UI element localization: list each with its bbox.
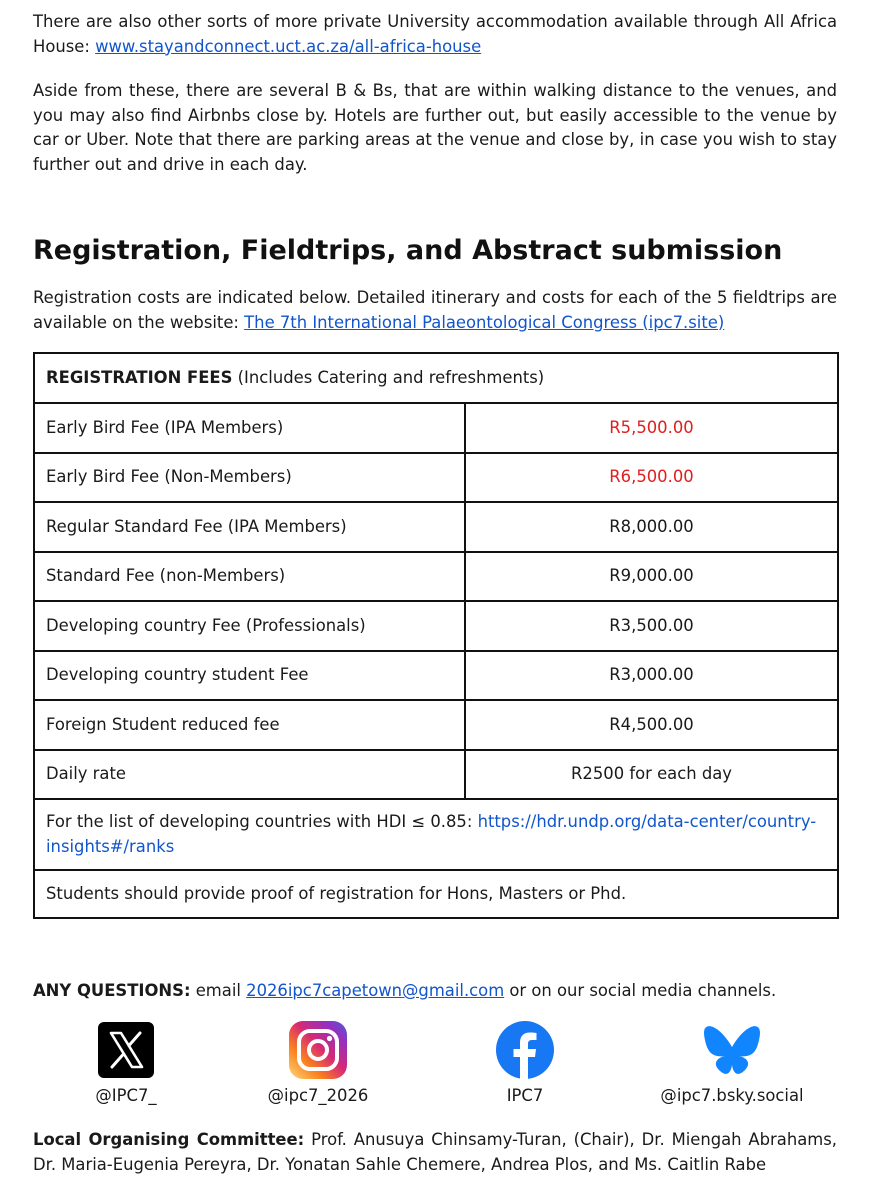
fee-label: Early Bird Fee (IPA Members) [34, 403, 465, 453]
social-handle: IPC7 [506, 1086, 544, 1105]
instagram-logo-icon[interactable] [288, 1020, 348, 1080]
fee-value: R3,000.00 [465, 651, 838, 701]
fee-row [34, 750, 838, 800]
fee-value: R4,500.00 [465, 700, 838, 750]
fee-label: Developing country Fee (Professionals) [34, 601, 465, 651]
fee-label: Foreign Student reduced fee [34, 700, 465, 750]
fee-value: R5,500.00 [465, 403, 838, 453]
fee-row [34, 700, 838, 750]
fee-row [34, 403, 838, 453]
social-x[interactable] [46, 1020, 206, 1109]
fee-row [34, 552, 838, 602]
students-note: Students should provide proof of registration for Hons, Masters or Phd. [34, 870, 838, 918]
social-media-row [33, 1020, 837, 1110]
hdi-note-cell [34, 799, 838, 870]
hdi-note-row [34, 799, 838, 870]
all-africa-house-link[interactable]: www.stayandconnect.uct.ac.za/all-africa-house [95, 36, 482, 56]
x-logo-icon[interactable] [96, 1020, 156, 1080]
social-handle: @ipc7.bsky.social [660, 1086, 804, 1105]
social-instagram[interactable] [238, 1020, 398, 1109]
fees-table-title: REGISTRATION FEES [46, 367, 233, 387]
facebook-logo-icon[interactable] [495, 1020, 555, 1080]
fee-value: R3,500.00 [465, 601, 838, 651]
committee-members: Prof. Anusuya Chinsamy-Turan, (Chair), Dr. Miengah Abrahams, Dr. Maria-Eugenia Pereyra, Dr. Yonatan Sahle Chemere, Andrea Plos, and Ms. Caitlin Rabe [33, 1130, 837, 1174]
fee-row [34, 601, 838, 651]
fees-table-title-note: (Includes Catering and refreshments) [232, 367, 545, 387]
hdi-ranks-link[interactable]: https://hdr.undp.org/data-center/country-insights#/ranks [46, 812, 817, 856]
contact-paragraph: ANY QUESTIONS: email 2026ipc7capetown@gmail.com or on our social media channels. [33, 981, 777, 1000]
contact-label: ANY QUESTIONS: [33, 981, 191, 1000]
fee-value: R6,500.00 [465, 453, 838, 503]
hdi-note: For the list of developing countries with HDI ≤ 0.85: [46, 812, 478, 831]
registration-intro: Registration costs are indicated below. Detailed itinerary and costs for each of the 5 fieldtrips are available on the website: [33, 288, 837, 332]
fees-table-header-row [34, 353, 838, 403]
social-bluesky[interactable] [652, 1020, 812, 1109]
social-facebook[interactable] [445, 1020, 605, 1109]
fee-label: Standard Fee (non-Members) [34, 552, 465, 602]
fee-value: R2500 for each day [465, 750, 838, 800]
fee-label: Developing country student Fee [34, 651, 465, 701]
contact-email-link[interactable]: 2026ipc7capetown@gmail.com [246, 981, 505, 1000]
committee-paragraph [33, 1128, 837, 1177]
fee-label: Daily rate [34, 750, 465, 800]
fee-row [34, 453, 838, 503]
fee-row [34, 502, 838, 552]
registration-fees-table [33, 352, 839, 919]
fees-table-title-cell [34, 353, 838, 403]
fee-label: Early Bird Fee (Non-Members) [34, 453, 465, 503]
social-handle: @ipc7_2026 [267, 1086, 369, 1105]
social-handle: @IPC7_ [95, 1086, 157, 1105]
fee-row [34, 651, 838, 701]
accommodation-intro: There are also other sorts of more private University accommodation available through All Africa House: [33, 12, 837, 56]
registration-intro-paragraph [33, 286, 837, 335]
registration-heading: Registration, Fieldtrips, and Abstract submission [33, 235, 783, 266]
fee-label: Regular Standard Fee (IPA Members) [34, 502, 465, 552]
ipc7-website-link[interactable]: The 7th International Palaeontological Congress (ipc7.site) [244, 312, 725, 332]
accommodation-paragraph [33, 10, 837, 59]
fee-value: R8,000.00 [465, 502, 838, 552]
fee-value: R9,000.00 [465, 552, 838, 602]
students-note-row [34, 870, 838, 918]
committee-label: Local Organising Committee: [33, 1130, 305, 1149]
bluesky-logo-icon[interactable] [702, 1020, 762, 1080]
bnb-paragraph: Aside from these, there are several B & Bs, that are within walking distance to the venues, and you may also find Airbnbs close by. Hotels are further out, but easily accessible to the venue by car or Uber. Note that there are parking areas at the venue and close by, in case you wish to stay further out and drive in each day. [33, 81, 837, 174]
